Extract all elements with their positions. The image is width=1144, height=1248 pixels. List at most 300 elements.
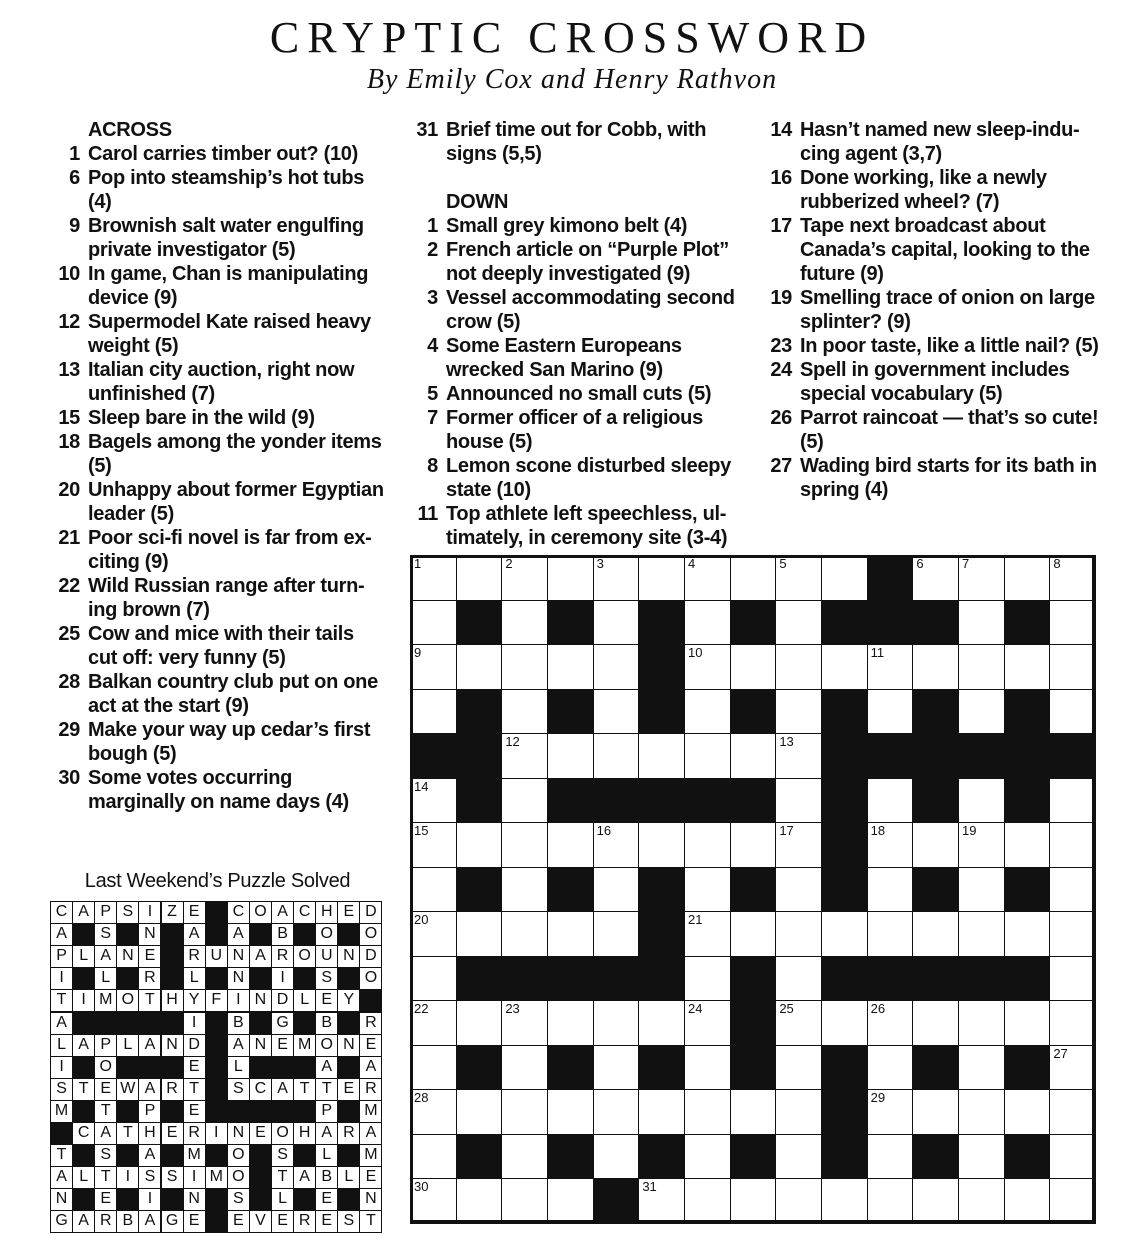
solved-letter-cell: A — [138, 1078, 161, 1101]
answer-cell[interactable] — [958, 867, 1005, 913]
black-square — [821, 733, 868, 779]
black-square — [547, 1045, 594, 1091]
answer-cell[interactable] — [593, 644, 640, 690]
solved-black-cell — [205, 1144, 228, 1167]
answer-cell[interactable] — [684, 1000, 731, 1046]
answer-cell[interactable] — [547, 911, 594, 957]
answer-cell[interactable] — [1049, 1089, 1096, 1135]
black-square — [638, 778, 685, 824]
solved-letter-cell: B — [227, 1012, 250, 1035]
cell-number: 3 — [596, 556, 604, 571]
clue-text: Parrot raincoat — that’s so cute! (5) — [800, 407, 1099, 453]
answer-cell[interactable] — [501, 867, 548, 913]
answer-cell[interactable] — [1049, 1045, 1096, 1091]
clue-text: Some Eastern Europeans wrecked San Marino (9) — [446, 335, 682, 381]
black-square — [638, 1045, 685, 1091]
answer-cell[interactable] — [958, 778, 1005, 824]
answer-cell[interactable] — [593, 600, 640, 646]
answer-cell[interactable] — [684, 1134, 731, 1180]
answer-cell[interactable] — [593, 555, 640, 601]
solved-letter-cell: L — [271, 1188, 294, 1211]
solved-black-cell — [116, 1012, 139, 1035]
solved-black-cell — [205, 1078, 228, 1101]
answer-cell[interactable] — [593, 733, 640, 779]
answer-cell[interactable] — [593, 822, 640, 868]
answer-cell[interactable] — [638, 822, 685, 868]
answer-cell[interactable] — [775, 600, 822, 646]
answer-cell[interactable] — [1049, 778, 1096, 824]
solved-black-cell — [205, 901, 228, 924]
across-clue-21 — [50, 526, 385, 574]
cell-number: 22 — [414, 1001, 429, 1017]
answer-cell[interactable] — [410, 1089, 457, 1135]
answer-cell[interactable] — [501, 689, 548, 735]
solved-letter-cell: O — [315, 1034, 338, 1057]
clue-text: Smelling trace of onion on large splinter? (9) — [800, 287, 1095, 333]
answer-cell[interactable] — [775, 911, 822, 957]
answer-cell[interactable] — [958, 911, 1005, 957]
black-square — [638, 911, 685, 957]
solved-black-cell — [271, 1056, 294, 1079]
black-square — [821, 956, 868, 1002]
answer-cell[interactable] — [730, 822, 777, 868]
answer-cell[interactable] — [547, 733, 594, 779]
solved-letter-cell: E — [161, 1122, 184, 1145]
clue-text: Bagels among the yonder items (5) — [88, 431, 382, 477]
across-clue-15 — [50, 406, 385, 430]
clue-text: Make your way up cedar’s first bough (5) — [88, 719, 371, 765]
answer-cell[interactable] — [730, 911, 777, 957]
solved-black-cell — [249, 1188, 272, 1211]
answer-cell[interactable] — [775, 1000, 822, 1046]
clue-number: 17 — [770, 215, 792, 237]
answer-cell[interactable] — [821, 644, 868, 690]
solved-letter-cell: C — [249, 1078, 272, 1101]
answer-cell[interactable] — [867, 689, 914, 735]
answer-cell[interactable] — [593, 867, 640, 913]
clue-number: 1 — [69, 143, 80, 165]
answer-cell[interactable] — [1049, 822, 1096, 868]
answer-cell[interactable] — [958, 644, 1005, 690]
solved-letter-cell: I — [227, 989, 250, 1012]
clue-number: 4 — [427, 335, 438, 357]
cell-number: 21 — [688, 912, 703, 928]
clue-text: Wild Russian range after turn-ing brown (7) — [88, 575, 365, 621]
clue-column-3 — [762, 118, 1107, 502]
solved-black-cell — [161, 1056, 184, 1079]
answer-cell[interactable] — [1049, 555, 1096, 601]
answer-cell[interactable] — [547, 644, 594, 690]
solved-letter-cell: L — [183, 967, 206, 990]
answer-cell[interactable] — [867, 1178, 914, 1224]
answer-cell[interactable] — [867, 1089, 914, 1135]
down-clue-26 — [762, 406, 1107, 454]
solved-letter-cell: L — [50, 1034, 73, 1057]
answer-cell[interactable] — [410, 1178, 457, 1224]
answer-cell[interactable] — [501, 1089, 548, 1135]
solved-black-cell — [337, 967, 360, 990]
answer-cell[interactable] — [1049, 600, 1096, 646]
cell-number: 14 — [414, 778, 429, 794]
answer-cell[interactable] — [1004, 1000, 1051, 1046]
answer-cell[interactable] — [410, 956, 457, 1002]
solved-letter-cell: B — [315, 1166, 338, 1189]
answer-cell[interactable] — [821, 555, 868, 601]
black-square — [912, 689, 959, 735]
black-square — [638, 867, 685, 913]
answer-cell[interactable] — [684, 867, 731, 913]
answer-cell[interactable] — [1049, 911, 1096, 957]
answer-cell[interactable] — [867, 1000, 914, 1046]
solved-letter-cell: S — [161, 1166, 184, 1189]
answer-cell[interactable] — [501, 911, 548, 957]
answer-cell[interactable] — [684, 689, 731, 735]
answer-cell[interactable] — [1049, 1178, 1096, 1224]
solved-black-cell — [205, 923, 228, 946]
answer-cell[interactable] — [730, 555, 777, 601]
black-square — [912, 1045, 959, 1091]
answer-cell[interactable] — [547, 1089, 594, 1135]
answer-cell[interactable] — [775, 822, 822, 868]
down-clue-17 — [762, 214, 1107, 286]
answer-cell[interactable] — [821, 911, 868, 957]
solved-letter-cell: E — [94, 1078, 117, 1101]
answer-cell[interactable] — [456, 555, 503, 601]
answer-cell[interactable] — [730, 1089, 777, 1135]
solved-black-cell — [337, 923, 360, 946]
answer-cell[interactable] — [456, 911, 503, 957]
answer-cell[interactable] — [501, 600, 548, 646]
answer-cell[interactable] — [867, 778, 914, 824]
solved-black-cell — [249, 1144, 272, 1167]
solved-letter-cell: E — [359, 1034, 382, 1057]
answer-cell[interactable] — [775, 733, 822, 779]
black-square — [638, 1134, 685, 1180]
answer-cell[interactable] — [547, 822, 594, 868]
answer-cell[interactable] — [1004, 822, 1051, 868]
answer-cell[interactable] — [410, 600, 457, 646]
clue-text: Brownish salt water engulfing private investigator (5) — [88, 215, 364, 261]
black-square — [867, 956, 914, 1002]
black-square — [912, 867, 959, 913]
answer-cell[interactable] — [867, 867, 914, 913]
answer-cell[interactable] — [410, 778, 457, 824]
solved-letter-cell: H — [293, 1122, 316, 1145]
clue-number: 10 — [58, 263, 80, 285]
answer-cell[interactable] — [1004, 555, 1051, 601]
solved-black-cell — [116, 1144, 139, 1167]
solved-letter-cell: A — [271, 1078, 294, 1101]
answer-cell[interactable] — [1049, 644, 1096, 690]
cell-number: 5 — [779, 556, 787, 571]
answer-cell[interactable] — [958, 1045, 1005, 1091]
clue-number: 3 — [427, 287, 438, 309]
solved-letter-cell: P — [138, 1100, 161, 1123]
answer-cell[interactable] — [958, 555, 1005, 601]
cell-number: 30 — [414, 1179, 429, 1195]
answer-cell[interactable] — [410, 822, 457, 868]
cell-number: 24 — [688, 1001, 703, 1017]
answer-cell[interactable] — [775, 1089, 822, 1135]
answer-cell[interactable] — [547, 1000, 594, 1046]
answer-cell[interactable] — [1049, 689, 1096, 735]
solved-letter-cell: T — [293, 1078, 316, 1101]
solved-letter-cell: O — [94, 1056, 117, 1079]
black-square — [456, 600, 503, 646]
answer-cell[interactable] — [684, 644, 731, 690]
black-square — [547, 689, 594, 735]
solved-black-cell — [116, 967, 139, 990]
solved-letter-cell: I — [50, 1056, 73, 1079]
answer-cell[interactable] — [1004, 911, 1051, 957]
answer-cell[interactable] — [912, 644, 959, 690]
solved-letter-cell: E — [227, 1210, 250, 1233]
answer-cell[interactable] — [501, 1045, 548, 1091]
clue-number: 19 — [770, 287, 792, 309]
answer-cell[interactable] — [912, 822, 959, 868]
answer-cell[interactable] — [456, 1000, 503, 1046]
solved-letter-cell: B — [116, 1210, 139, 1233]
answer-cell[interactable] — [593, 1045, 640, 1091]
cell-number: 29 — [870, 1090, 886, 1106]
answer-cell[interactable] — [1004, 1089, 1051, 1135]
solved-letter-cell: B — [271, 923, 294, 946]
answer-cell[interactable] — [775, 1045, 822, 1091]
answer-cell[interactable] — [1049, 867, 1096, 913]
black-square — [456, 689, 503, 735]
answer-cell[interactable] — [775, 1134, 822, 1180]
black-square — [730, 1134, 777, 1180]
clue-number: 11 — [417, 503, 438, 525]
answer-cell[interactable] — [684, 1045, 731, 1091]
answer-cell[interactable] — [684, 733, 731, 779]
across-clue-list — [50, 142, 385, 814]
answer-cell[interactable] — [912, 1178, 959, 1224]
black-square — [410, 733, 457, 779]
solved-letter-cell: T — [72, 1078, 95, 1101]
black-square — [1004, 1134, 1051, 1180]
answer-cell[interactable] — [410, 1134, 457, 1180]
answer-cell[interactable] — [912, 1000, 959, 1046]
cell-number: 15 — [414, 823, 429, 839]
solved-letter-cell: U — [315, 945, 338, 968]
solved-letter-cell: R — [271, 945, 294, 968]
clue-text: Italian city auction, right now unfinished (7) — [88, 359, 355, 405]
clue-text: Tape next broadcast about Canada’s capital, looking to the future (9) — [800, 215, 1090, 285]
answer-cell[interactable] — [1049, 956, 1096, 1002]
answer-cell[interactable] — [867, 911, 914, 957]
answer-cell[interactable] — [410, 911, 457, 957]
answer-cell[interactable] — [958, 1089, 1005, 1135]
solved-letter-cell: C — [50, 901, 73, 924]
solved-letter-cell: E — [138, 945, 161, 968]
answer-cell[interactable] — [912, 911, 959, 957]
answer-cell[interactable] — [775, 956, 822, 1002]
answer-cell[interactable] — [775, 778, 822, 824]
down-clue-3 — [408, 286, 753, 334]
solved-black-cell — [293, 923, 316, 946]
answer-cell[interactable] — [638, 1178, 685, 1224]
clue-number: 6 — [69, 167, 80, 189]
solved-letter-cell: Z — [161, 901, 184, 924]
answer-cell[interactable] — [684, 1178, 731, 1224]
solved-letter-cell: I — [50, 967, 73, 990]
answer-cell[interactable] — [867, 822, 914, 868]
answer-cell[interactable] — [730, 1178, 777, 1224]
answer-cell[interactable] — [410, 555, 457, 601]
answer-cell[interactable] — [775, 555, 822, 601]
solved-letter-cell: T — [50, 989, 73, 1012]
answer-cell[interactable] — [410, 644, 457, 690]
answer-cell[interactable] — [958, 1000, 1005, 1046]
answer-cell[interactable] — [958, 689, 1005, 735]
answer-cell[interactable] — [501, 644, 548, 690]
solved-black-cell — [249, 1056, 272, 1079]
solved-black-cell — [72, 1144, 95, 1167]
across-clue-22 — [50, 574, 385, 622]
answer-cell[interactable] — [684, 555, 731, 601]
answer-cell[interactable] — [501, 778, 548, 824]
answer-cell[interactable] — [410, 689, 457, 735]
solved-black-cell — [116, 923, 139, 946]
answer-cell[interactable] — [501, 1178, 548, 1224]
answer-cell[interactable] — [638, 555, 685, 601]
solved-letter-cell: V — [249, 1210, 272, 1233]
clue-number: 13 — [58, 359, 80, 381]
answer-cell[interactable] — [410, 1045, 457, 1091]
answer-cell[interactable] — [501, 733, 548, 779]
answer-cell[interactable] — [638, 1089, 685, 1135]
solved-letter-cell: N — [359, 1188, 382, 1211]
down-clue-14 — [762, 118, 1107, 166]
solved-letter-cell: O — [227, 1166, 250, 1189]
answer-cell[interactable] — [501, 555, 548, 601]
solved-letter-cell: L — [72, 1166, 95, 1189]
answer-cell[interactable] — [1004, 1178, 1051, 1224]
answer-cell[interactable] — [456, 644, 503, 690]
solved-black-cell — [205, 1188, 228, 1211]
answer-cell[interactable] — [501, 1134, 548, 1180]
black-square — [1004, 600, 1051, 646]
solved-letter-cell: R — [293, 1210, 316, 1233]
answer-cell[interactable] — [684, 1089, 731, 1135]
answer-cell[interactable] — [867, 644, 914, 690]
answer-cell[interactable] — [1049, 1000, 1096, 1046]
clue-number: 21 — [58, 527, 80, 549]
solved-letter-cell: R — [94, 1210, 117, 1233]
answer-cell[interactable] — [775, 689, 822, 735]
down-heading: DOWN — [446, 191, 509, 213]
solved-letter-cell: S — [315, 967, 338, 990]
answer-cell[interactable] — [730, 644, 777, 690]
answer-cell[interactable] — [775, 1178, 822, 1224]
answer-cell[interactable] — [547, 1178, 594, 1224]
answer-cell[interactable] — [912, 555, 959, 601]
solved-letter-cell: C — [72, 1122, 95, 1145]
clue-number: 30 — [58, 767, 80, 789]
answer-cell[interactable] — [410, 867, 457, 913]
solved-letter-cell: I — [183, 1012, 206, 1035]
answer-cell[interactable] — [593, 1134, 640, 1180]
answer-cell[interactable] — [456, 1089, 503, 1135]
solved-letter-cell: I — [183, 1166, 206, 1189]
answer-cell[interactable] — [593, 1089, 640, 1135]
answer-cell[interactable] — [684, 956, 731, 1002]
answer-cell[interactable] — [912, 1089, 959, 1135]
solved-letter-cell: O — [271, 1122, 294, 1145]
last-weekend-title: Last Weekend’s Puzzle Solved — [84, 870, 351, 892]
solved-letter-cell: A — [72, 1034, 95, 1057]
solved-letter-cell: C — [293, 901, 316, 924]
solved-letter-cell: A — [183, 923, 206, 946]
solved-letter-cell: A — [359, 1122, 382, 1145]
answer-cell[interactable] — [1049, 1134, 1096, 1180]
answer-cell[interactable] — [684, 822, 731, 868]
solved-letter-cell: M — [50, 1100, 73, 1123]
answer-cell[interactable] — [638, 733, 685, 779]
answer-cell[interactable] — [958, 822, 1005, 868]
solved-letter-cell: H — [161, 989, 184, 1012]
black-square — [730, 778, 777, 824]
answer-cell[interactable] — [501, 1000, 548, 1046]
answer-cell[interactable] — [593, 1000, 640, 1046]
answer-cell[interactable] — [958, 600, 1005, 646]
answer-cell[interactable] — [958, 1134, 1005, 1180]
black-square — [912, 733, 959, 779]
black-square — [821, 600, 868, 646]
clue-text: Carol carries timber out? (10) — [88, 143, 358, 165]
clue-number: 2 — [427, 239, 438, 261]
down-clue-11 — [408, 502, 753, 550]
cell-number: 2 — [505, 556, 513, 571]
clue-number: 28 — [58, 671, 80, 693]
answer-cell[interactable] — [775, 644, 822, 690]
clue-number: 8 — [427, 455, 438, 477]
solved-letter-cell: N — [116, 945, 139, 968]
black-square — [638, 600, 685, 646]
solved-letter-cell: N — [183, 1188, 206, 1211]
answer-cell[interactable] — [593, 911, 640, 957]
answer-cell[interactable] — [867, 1134, 914, 1180]
answer-cell[interactable] — [730, 733, 777, 779]
solved-letter-cell: A — [227, 1034, 250, 1057]
answer-cell[interactable] — [456, 822, 503, 868]
across-clue-20 — [50, 478, 385, 526]
solved-letter-cell: T — [94, 1100, 117, 1123]
answer-cell[interactable] — [684, 600, 731, 646]
answer-cell[interactable] — [410, 1000, 457, 1046]
black-square — [638, 956, 685, 1002]
clue-text: In poor taste, like a little nail? (5) — [800, 335, 1099, 357]
page-title: CRYPTIC CROSSWORD — [269, 13, 875, 62]
answer-cell[interactable] — [821, 1000, 868, 1046]
answer-cell[interactable] — [867, 1045, 914, 1091]
answer-cell[interactable] — [775, 867, 822, 913]
answer-cell[interactable] — [638, 1000, 685, 1046]
answer-cell[interactable] — [958, 1178, 1005, 1224]
answer-cell[interactable] — [456, 1178, 503, 1224]
answer-cell[interactable] — [1004, 644, 1051, 690]
answer-cell[interactable] — [593, 689, 640, 735]
solved-black-cell — [249, 1012, 272, 1035]
solved-letter-cell: S — [337, 1210, 360, 1233]
answer-cell[interactable] — [684, 911, 731, 957]
answer-cell[interactable] — [547, 555, 594, 601]
answer-cell[interactable] — [501, 822, 548, 868]
down-clue-7 — [408, 406, 753, 454]
answer-cell[interactable] — [821, 1178, 868, 1224]
clue-text: Sleep bare in the wild (9) — [88, 407, 315, 429]
